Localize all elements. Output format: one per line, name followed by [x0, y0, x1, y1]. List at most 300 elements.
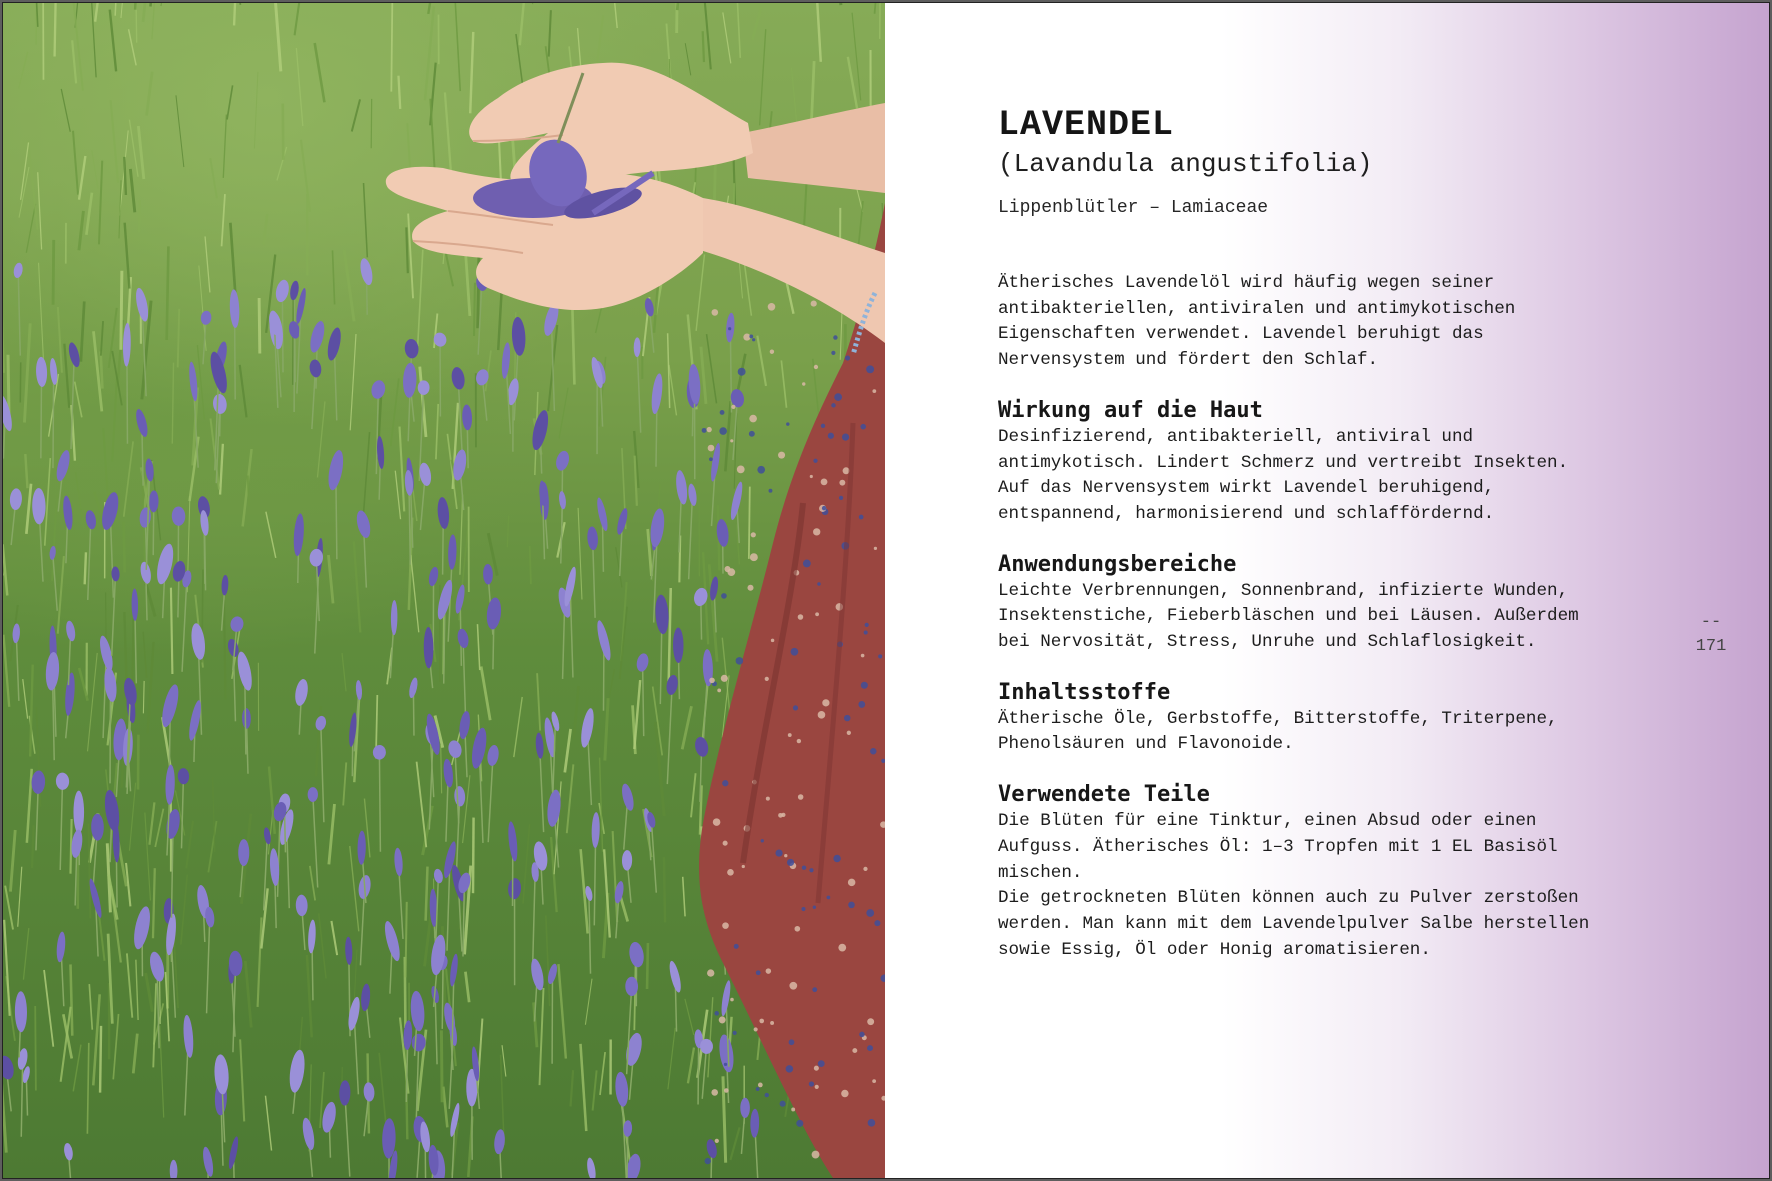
lavender-spike	[309, 359, 323, 378]
lavender-stem	[643, 663, 644, 737]
grass-blade	[100, 1026, 101, 1093]
grass-blade	[580, 1044, 586, 1131]
grass-blade	[24, 323, 30, 422]
grass-blade	[283, 103, 284, 159]
lavender-spike	[740, 1098, 750, 1118]
grass-blade	[406, 902, 407, 977]
grass-blade	[208, 821, 216, 872]
dress-flower-dot	[822, 699, 829, 706]
lavender-spike	[326, 449, 346, 491]
grass-blade	[749, 487, 750, 559]
grass-blade	[707, 334, 717, 403]
grass-blade	[523, 824, 530, 903]
grass-blade	[19, 52, 28, 89]
lavender-spike	[622, 850, 633, 871]
grass-blade	[875, 3, 879, 14]
lavender-spike	[56, 931, 67, 962]
dress-flower-dot	[866, 909, 874, 917]
grass-blade	[565, 729, 571, 773]
grass-blade	[466, 252, 470, 316]
grass-blade	[342, 653, 346, 691]
grass-blade	[343, 762, 346, 805]
grass-blade	[88, 824, 90, 919]
dress-flower-dot	[765, 1093, 769, 1097]
dress-flower-dot	[781, 813, 785, 817]
dress-flower-dot	[709, 678, 715, 684]
lavender-spike	[591, 812, 600, 848]
grass-blade	[171, 588, 172, 674]
lavender-spike	[554, 449, 571, 472]
grass-blade	[600, 1052, 605, 1095]
dress-flower-dot	[821, 478, 828, 485]
grass-blade	[701, 347, 706, 404]
lavender-spike	[170, 1160, 178, 1178]
grass-blade	[125, 223, 130, 289]
lavender-spike	[454, 584, 467, 614]
grass-blade	[73, 1045, 81, 1092]
grass-blade	[3, 544, 7, 595]
grass-blade	[816, 3, 820, 62]
dress-flower-dot	[852, 1048, 857, 1053]
grass-blade	[127, 953, 132, 1017]
dress-flower-dot	[803, 560, 811, 568]
lavender-spike	[123, 323, 132, 367]
grass-blade	[101, 321, 103, 356]
grass-blade	[685, 999, 694, 1035]
grass-blade	[605, 698, 608, 760]
grass-blade	[474, 283, 475, 336]
grass-blade	[10, 830, 15, 892]
lavender-spike	[65, 620, 77, 642]
grass-blade	[153, 983, 156, 1067]
lavender-spike	[212, 393, 228, 414]
lavender-spike	[147, 950, 166, 983]
grass-blade	[317, 401, 324, 477]
grass-blade	[723, 12, 731, 63]
dress-flower-dot	[811, 301, 817, 307]
dress-flower-dot	[721, 675, 728, 682]
dress-flower-dot	[707, 427, 712, 432]
lavender-spike	[529, 958, 546, 992]
dress-flower-dot	[859, 515, 864, 520]
grass-blade	[55, 3, 56, 56]
grass-blade	[240, 1039, 244, 1121]
grass-blade	[411, 555, 419, 632]
dress-flower-dot	[818, 1060, 825, 1067]
dress-flower-dot	[731, 405, 735, 409]
grass-blade	[245, 961, 251, 1027]
upper-hand	[469, 63, 753, 185]
grass-blade	[259, 298, 260, 353]
grass-blade	[608, 3, 617, 28]
grass-blade	[441, 745, 442, 793]
lavender-spike	[391, 600, 398, 635]
grass-blade	[160, 1026, 164, 1118]
lavender-spike	[436, 497, 450, 530]
dress-flower-dot	[738, 368, 746, 376]
grass-blade	[275, 3, 281, 71]
grass-blade	[507, 516, 508, 548]
grass-blade	[30, 665, 33, 757]
section-heading: Wirkung auf die Haut	[998, 397, 1263, 423]
lavender-spike	[200, 310, 212, 325]
dress-flower-dot	[831, 403, 835, 407]
lavender-spike	[450, 366, 466, 390]
lavender-spike	[131, 588, 138, 620]
dress-flower-dot	[817, 582, 820, 585]
lavender-spike	[314, 715, 327, 732]
dress-flower-dot	[786, 1065, 794, 1073]
lavender-stem	[637, 347, 641, 433]
lavender-spike	[409, 990, 426, 1031]
dress-flower-dot	[724, 566, 730, 572]
lavender-spike	[750, 1109, 759, 1138]
grass-blade	[559, 388, 568, 439]
grass-blade	[115, 3, 119, 16]
grass-blade	[129, 783, 135, 851]
grass-blade	[328, 555, 333, 603]
grass-blade	[136, 960, 138, 1020]
dress-flower-dot	[749, 415, 757, 423]
grass-blade	[248, 475, 249, 505]
grass-blade	[567, 764, 574, 833]
lavender-spike	[614, 1071, 630, 1107]
grass-blade	[418, 250, 423, 347]
dress-flower-dot	[821, 424, 825, 428]
grass-blade	[26, 484, 31, 534]
grass-blade	[668, 1028, 675, 1089]
dress-flower-dot	[797, 739, 801, 743]
dress-flower-dot	[870, 748, 876, 754]
lavender-stem	[698, 1039, 699, 1105]
dress-flower-dot	[789, 1039, 795, 1045]
grass-blade	[161, 3, 166, 6]
dress-flower-dot	[867, 1045, 873, 1051]
dress-flower-dot	[834, 393, 842, 401]
lavender-spike	[623, 1031, 644, 1067]
lavender-spike	[458, 710, 472, 740]
dress-flower-dot	[712, 309, 719, 316]
dress-flower-dot	[801, 907, 805, 911]
grass-blade	[549, 10, 551, 56]
lavender-spike	[667, 960, 683, 994]
lavender-spike	[32, 488, 46, 525]
dress-flower-dot	[867, 1018, 874, 1025]
lavender-spike	[99, 491, 121, 532]
lavender-spike	[448, 534, 457, 570]
dress-flower-dot	[751, 532, 756, 537]
lavender-spike	[717, 1034, 735, 1074]
grass-blade	[363, 432, 369, 518]
grass-blade	[72, 40, 76, 83]
grass-blade	[3, 635, 9, 707]
lavender-spike	[49, 546, 57, 561]
grass-blade	[139, 200, 140, 232]
grass-blade	[39, 263, 44, 361]
dress-flower-dot	[766, 968, 772, 974]
dress-flower-dot	[775, 849, 782, 856]
dress-flower-dot	[705, 1158, 711, 1164]
lavender-stem	[435, 995, 437, 1065]
grass-blade	[465, 972, 469, 1003]
dress-flower-dot	[721, 593, 727, 599]
dress-flower-dot	[719, 1016, 726, 1023]
dress-flower-dot	[770, 1021, 774, 1025]
lavender-spike	[177, 768, 189, 785]
grass-blade	[634, 680, 640, 749]
grass-blade	[477, 1019, 482, 1093]
lavender-spike	[13, 262, 24, 279]
grass-blade	[143, 681, 144, 713]
grass-blade	[138, 126, 143, 179]
dress-flower-dot	[858, 701, 865, 708]
lavender-spike	[687, 483, 698, 506]
grass-blade	[683, 877, 685, 917]
lavender-spike	[648, 508, 666, 548]
dress-flower-dot	[711, 1089, 718, 1096]
grass-blade	[578, 508, 582, 600]
dress-flower-dot	[766, 797, 770, 801]
grass-blade	[520, 3, 526, 45]
grass-blade	[364, 183, 368, 257]
grass-blade	[744, 262, 751, 315]
grass-blade	[634, 960, 635, 1030]
grass-blade	[609, 669, 615, 702]
grass-blade	[277, 147, 287, 180]
dress-flower-dot	[752, 338, 755, 341]
lavender-stem	[455, 749, 459, 823]
grass-blade	[85, 552, 86, 584]
plant-profile	[998, 103, 1698, 963]
section-heading: Inhaltsstoffe	[998, 679, 1171, 705]
grass-blade	[406, 227, 407, 273]
lavender-spike	[201, 1146, 215, 1178]
dress-flower-dot	[802, 382, 805, 385]
grass-blade	[571, 1070, 574, 1106]
lavender-stem	[182, 579, 187, 672]
lavender-spike	[320, 1101, 338, 1134]
grass-blade	[75, 382, 82, 418]
grass-blade	[668, 333, 670, 408]
grass-blade	[837, 3, 841, 5]
lavender-stem	[278, 812, 281, 897]
lavender-spike	[235, 650, 255, 691]
dress-flower-dot	[736, 657, 744, 665]
photo-illustration	[3, 3, 885, 1178]
dress-flower-dot	[723, 841, 728, 846]
grass-blade	[391, 378, 399, 446]
lavender-spike	[693, 736, 710, 758]
grass-blade	[149, 802, 154, 844]
lavender-stem	[689, 495, 693, 579]
grass-blade	[23, 928, 28, 980]
lavender-spike	[586, 526, 598, 550]
latin-name: (Lavandula angustifolia)	[998, 149, 1373, 179]
grass-blade	[344, 250, 354, 321]
lavender-spike	[363, 1082, 375, 1102]
dress-flower-dot	[733, 1031, 737, 1035]
section-heading: Verwendete Teile	[998, 782, 1210, 808]
lavender-spike	[172, 506, 186, 526]
grass-blade	[64, 344, 69, 408]
grass-blade	[4, 920, 10, 1016]
dress-flower-dot	[874, 547, 877, 550]
grass-blade	[110, 10, 116, 72]
dress-flower-dot	[839, 496, 843, 500]
dress-flower-dot	[793, 705, 798, 710]
lavender-spike	[308, 787, 318, 802]
dress-flower-dot	[818, 711, 826, 719]
dress-flower-dot	[861, 654, 865, 658]
lavender-spike	[729, 481, 745, 521]
lavender-stem	[667, 685, 672, 784]
grass-blade	[725, 401, 730, 471]
dress-flower-dot	[859, 1032, 865, 1038]
grass-blade	[264, 214, 268, 244]
lavender-spike	[720, 980, 732, 1017]
plant-title: LAVENDEL	[998, 105, 1175, 145]
dress-flower-dot	[759, 1019, 764, 1024]
grass-blade	[220, 444, 223, 495]
dress-flower-dot	[845, 355, 850, 360]
lavender-spike	[357, 831, 366, 865]
grass-blade	[310, 866, 315, 901]
page-marker: --	[1700, 613, 1722, 632]
grass-blade	[647, 943, 648, 989]
lavender-spike	[182, 1015, 195, 1059]
grass-blade	[81, 301, 84, 361]
dress-flower-dot	[728, 327, 731, 330]
dress-flower-dot	[796, 1120, 803, 1127]
dress-flower-dot	[813, 906, 816, 909]
grass-blade	[205, 236, 210, 292]
grass-blade	[514, 697, 522, 757]
lavender-spike	[346, 996, 362, 1031]
lavender-spike	[296, 895, 308, 917]
lavender-stem	[561, 500, 563, 563]
lavender-spike	[64, 672, 77, 716]
lavender-spike	[449, 953, 460, 987]
dress-flower-dot	[839, 480, 845, 486]
grass-blade	[315, 43, 325, 102]
grass-blade	[58, 307, 62, 373]
section-heading: Anwendungsbereiche	[998, 551, 1237, 577]
grass-blade	[613, 831, 618, 922]
dress-flower-dot	[787, 859, 794, 866]
dress-flower-dot	[770, 350, 774, 354]
lavender-spike	[507, 821, 519, 862]
grass-blade	[677, 3, 684, 10]
dress-flower-dot	[769, 489, 773, 493]
lavender-spike	[462, 404, 473, 430]
lavender-spike	[73, 791, 84, 834]
lavender-spike	[308, 320, 327, 354]
grass-blade	[704, 3, 711, 69]
dress-flower-dot	[848, 879, 856, 887]
dress-flower-dot	[717, 689, 721, 693]
dress-flower-dot	[765, 677, 769, 681]
lavender-stem	[88, 520, 91, 600]
grass-blade	[329, 804, 335, 864]
grass-blade	[455, 3, 460, 91]
lavender-spike	[628, 941, 646, 968]
lavender-stem	[702, 1046, 706, 1098]
grass-blade	[443, 1087, 447, 1128]
lavender-spike	[456, 628, 470, 649]
dress-flower-dot	[768, 303, 776, 311]
dress-flower-dot	[709, 457, 713, 461]
lavender-spike	[635, 652, 650, 672]
lavender-spike	[535, 732, 545, 759]
grass-blade	[240, 365, 247, 417]
dress-flower-dot	[810, 475, 813, 478]
lavender-spike	[382, 920, 403, 963]
dress-flower-dot	[827, 896, 831, 900]
grass-blade	[446, 253, 453, 286]
grass-blade	[152, 3, 158, 39]
lavender-spike	[9, 488, 22, 510]
grass-blade	[181, 875, 187, 945]
grass-blade	[44, 970, 53, 1047]
grass-blade	[145, 813, 151, 901]
grass-blade	[391, 3, 392, 92]
grass-blade	[45, 458, 51, 546]
grass-blade	[132, 618, 133, 686]
lavender-stem	[60, 781, 62, 870]
grass-blade	[121, 271, 122, 350]
lavender-spike	[165, 764, 176, 805]
lavender-stem	[458, 378, 462, 461]
dress-flower-dot	[715, 1139, 719, 1143]
grass-blade	[176, 95, 184, 167]
grass-blade	[691, 773, 696, 817]
grass-blade	[35, 1006, 36, 1091]
lavender-spike	[447, 739, 464, 759]
page-number: 171	[1695, 637, 1727, 656]
grass-blade	[186, 821, 193, 868]
lavender-stem	[416, 1043, 419, 1129]
lavender-spike	[558, 491, 567, 510]
dress-flower-dot	[863, 867, 867, 871]
lavender-spike	[435, 579, 455, 621]
grass-blade	[129, 29, 137, 65]
grass-blade	[445, 92, 451, 175]
grass-blade	[533, 3, 539, 4]
dress-flower-dot	[815, 1085, 819, 1089]
lavender-spike	[213, 1054, 230, 1095]
dress-flower-dot	[798, 794, 804, 800]
grass-blade	[688, 1048, 694, 1084]
lavender-spike	[189, 622, 207, 660]
grass-blade	[146, 973, 153, 1012]
grass-blade	[682, 706, 691, 749]
grass-blade	[112, 374, 117, 462]
grass-blade	[153, 868, 155, 938]
dress-flower-dot	[831, 351, 835, 355]
grass-blade	[354, 541, 361, 632]
grass-blade	[664, 857, 665, 922]
lavender-spike	[293, 678, 309, 707]
lavender-spike	[188, 361, 199, 401]
grass-blade	[129, 120, 138, 177]
grass-blade	[124, 441, 133, 516]
dress-flower-dot	[724, 1063, 727, 1066]
grass-blade	[130, 169, 134, 212]
grass-blade	[3, 1079, 6, 1153]
dress-flower-dot	[812, 987, 817, 992]
grass-blade	[79, 156, 85, 200]
grass-blade	[119, 180, 121, 238]
